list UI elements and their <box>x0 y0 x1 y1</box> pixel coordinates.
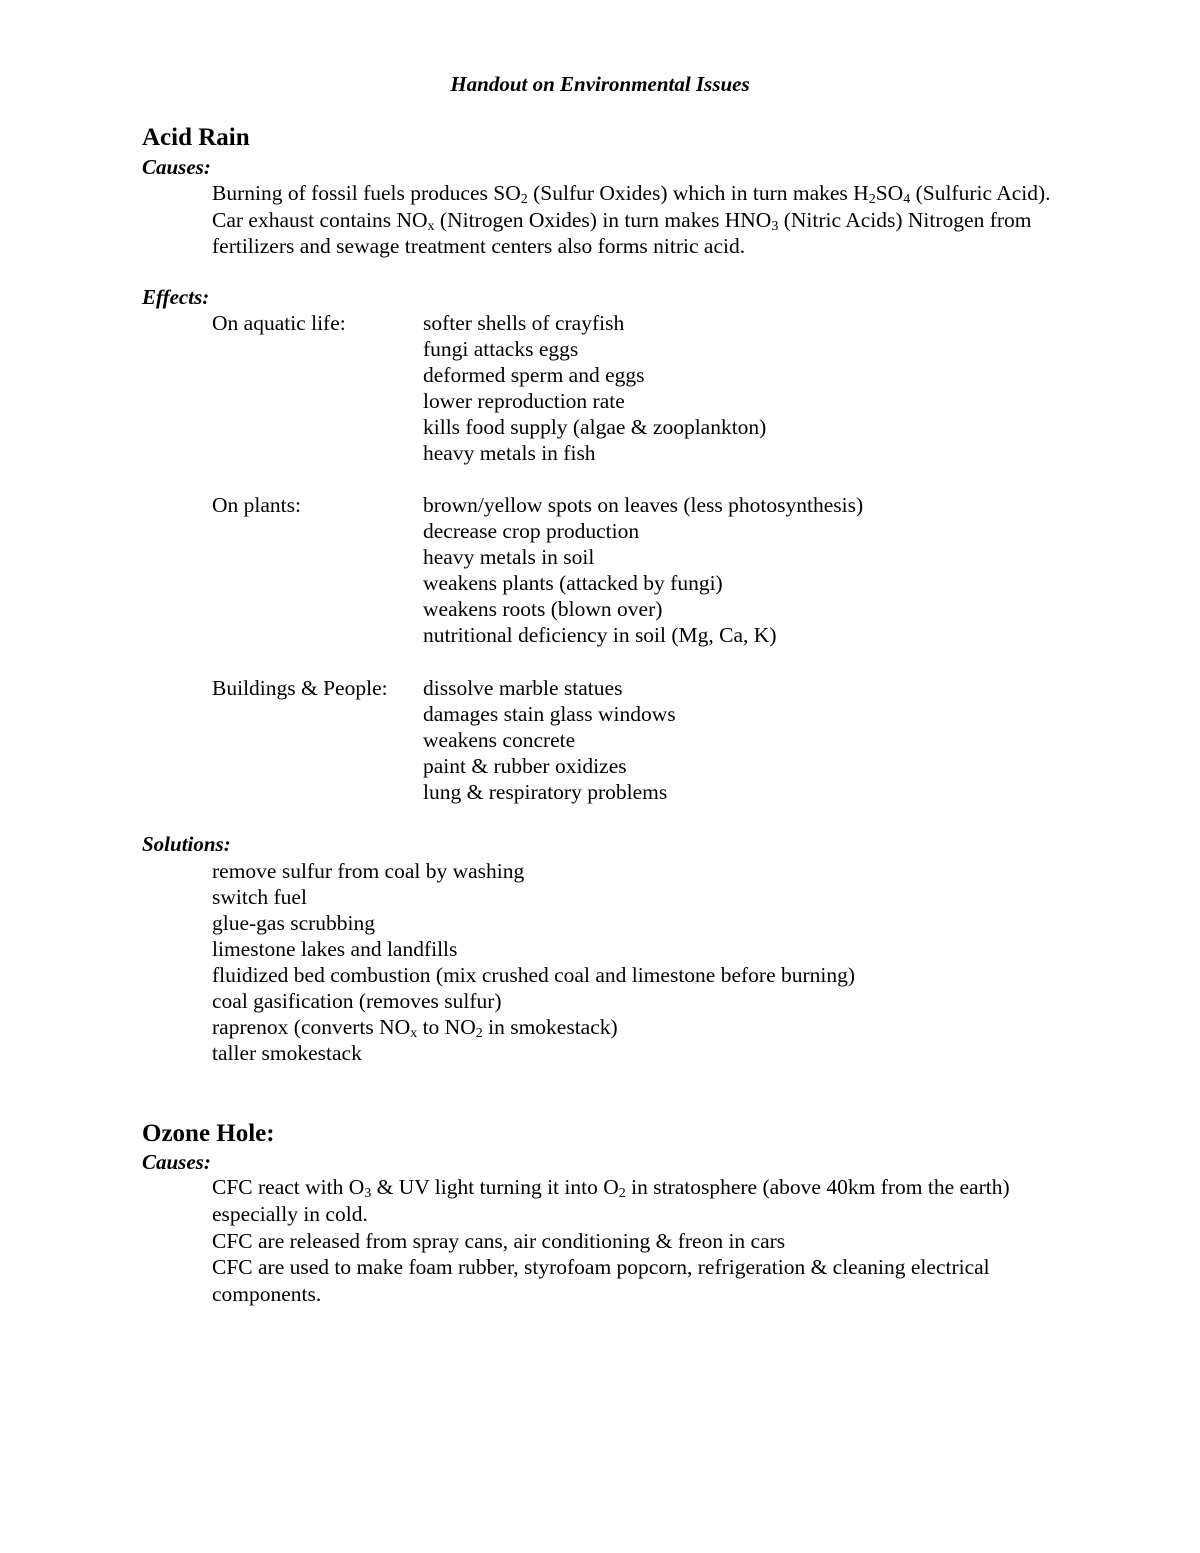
aquatic-item: heavy metals in fish <box>423 441 596 465</box>
plants-item: weakens roots (blown over) <box>423 597 663 621</box>
page-title: Handout on Environmental Issues <box>450 72 750 96</box>
acid-rain-causes-text: Burning of fossil fuels produces $SO_2$ (Sulfur Oxides) which in turn makes $H_2SO_4$ (Sulfuric Acid). Car exhaust contains $NO_x$ (Nitrogen Oxides) in turn makes $HNO_3$ (Nitric Acids) Nitrogen from fertilizers and sewage treatment centers also forms nitric acid. <box>212 181 1051 258</box>
aquatic-item: lower reproduction rate <box>423 389 625 413</box>
solution-item: limestone lakes and landfills <box>212 937 458 961</box>
solution-item: fluidized bed combustion (mix crushed coal and limestone before burning) <box>212 963 856 987</box>
solution-item: coal gasification (removes sulfur) <box>212 989 502 1013</box>
buildings-item: dissolve marble statues <box>423 676 623 700</box>
buildings-item: weakens concrete <box>423 728 576 752</box>
solution-item: remove sulfur from coal by washing <box>212 859 525 883</box>
buildings-item: paint & rubber oxidizes <box>423 754 627 778</box>
solution-item: glue-gas scrubbing <box>212 911 376 935</box>
plants-item: weakens plants (attacked by fungi) <box>423 571 723 595</box>
plants-label: On plants: <box>212 493 301 517</box>
ozone-cause-paragraph: CFC are used to make foam rubber, styrofoam popcorn, refrigeration & cleaning electrical components. <box>212 1255 990 1306</box>
buildings-label: Buildings & People: <box>212 676 388 700</box>
ozone-hole-heading: Ozone Hole: <box>142 1120 275 1147</box>
solutions-label: Solutions: <box>142 832 231 856</box>
plants-item: decrease crop production <box>423 519 640 543</box>
plants-item: heavy metals in soil <box>423 545 595 569</box>
solution-item: taller smokestack <box>212 1041 362 1065</box>
buildings-item: lung & respiratory problems <box>423 780 668 804</box>
aquatic-item: kills food supply (algae & zooplankton) <box>423 415 767 439</box>
effects-label: Effects: <box>142 285 210 309</box>
acid-rain-causes-label: Causes: <box>142 155 211 179</box>
solution-item: raprenox (converts $NO_x$ to $NO_2$ in smokestack) <box>212 1015 618 1041</box>
ozone-cause-paragraph: CFC react with $O_3$ & UV light turning it into $O_2$ in stratosphere (above 40km from the earth) especially in cold. <box>212 1175 1010 1226</box>
plants-item: brown/yellow spots on leaves (less photosynthesis) <box>423 493 864 517</box>
aquatic-label: On aquatic life: <box>212 311 346 335</box>
aquatic-item: softer shells of crayfish <box>423 311 625 335</box>
solution-item: switch fuel <box>212 885 307 909</box>
plants-item: nutritional deficiency in soil (Mg, Ca, K) <box>423 623 777 647</box>
buildings-item: damages stain glass windows <box>423 702 676 726</box>
acid-rain-heading: Acid Rain <box>142 124 250 151</box>
aquatic-item: deformed sperm and eggs <box>423 363 645 387</box>
ozone-causes-label: Causes: <box>142 1150 211 1174</box>
aquatic-item: fungi attacks eggs <box>423 337 579 361</box>
ozone-cause-line: CFC are released from spray cans, air conditioning & freon in cars <box>212 1229 786 1253</box>
